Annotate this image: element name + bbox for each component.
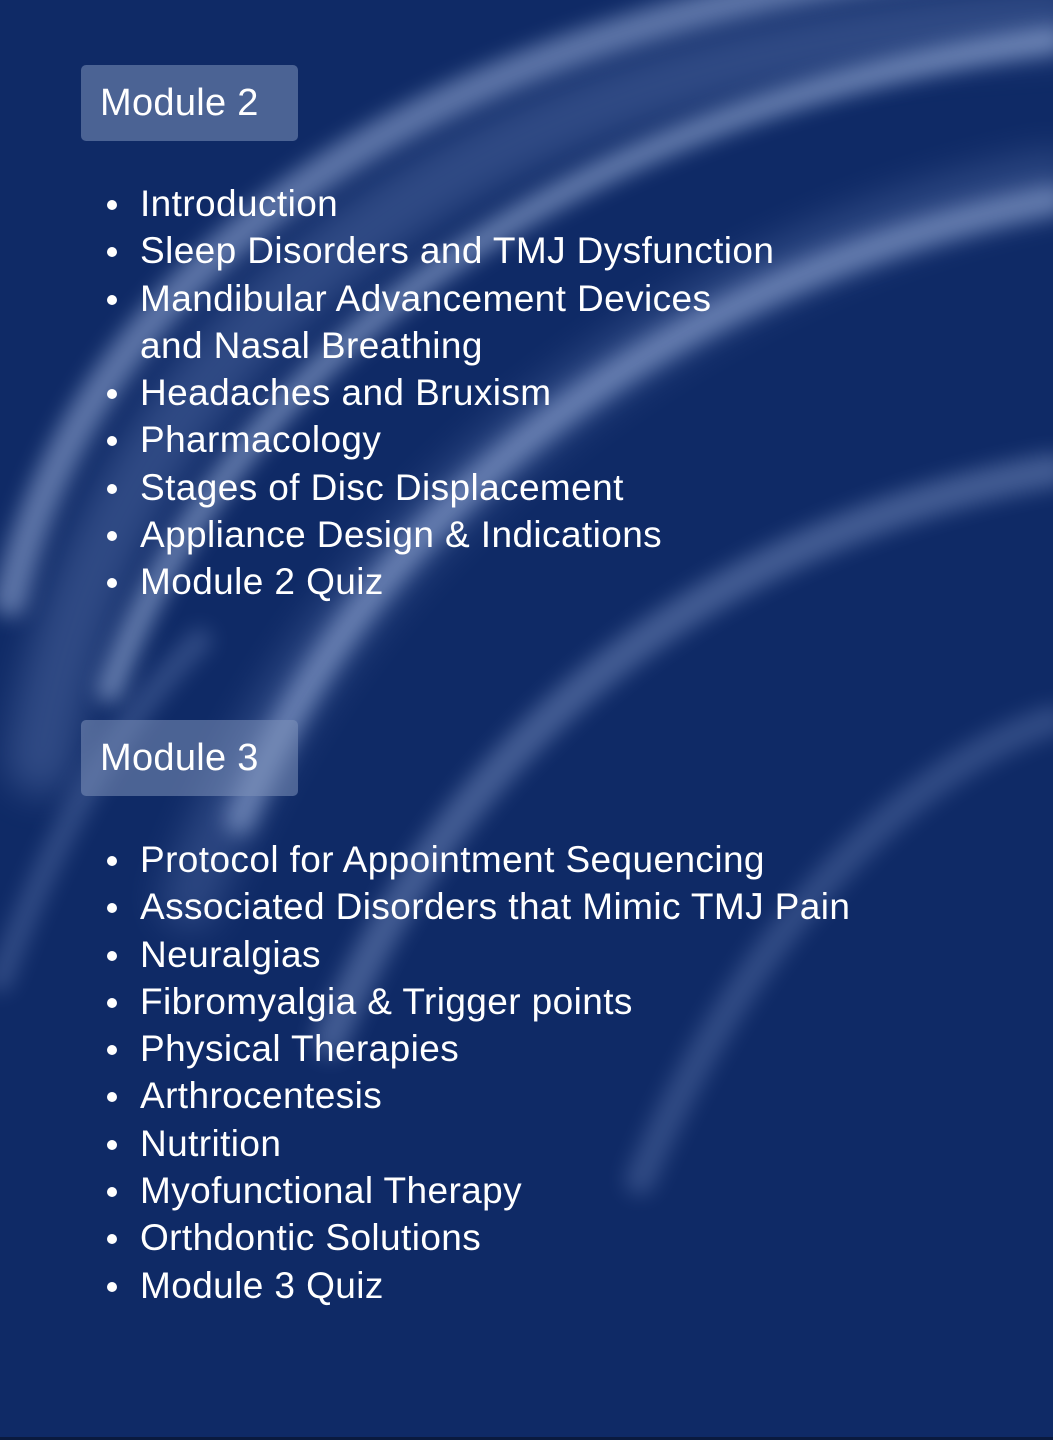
topic-label: Sleep Disorders and TMJ Dysfunction: [140, 230, 775, 272]
list-item: [100, 416, 774, 463]
list-item: [100, 1167, 850, 1214]
list-item: [100, 883, 850, 930]
topic-label: Fibromyalgia & Trigger points: [140, 980, 633, 1022]
topic-label: Stages of Disc Displacement: [140, 466, 624, 508]
topic-label: Associated Disorders that Mimic TMJ Pain: [140, 886, 851, 928]
bullet-icon: [107, 436, 117, 446]
module-3-title: Module 3: [100, 736, 259, 779]
list-item: [100, 1072, 850, 1119]
bullet-icon: [107, 951, 117, 961]
topic-label: Arthrocentesis: [140, 1075, 383, 1117]
bullet-icon: [107, 1282, 117, 1292]
list-item: [100, 275, 774, 370]
bullet-icon: [107, 531, 117, 541]
topic-label: Pharmacology: [140, 419, 382, 461]
bullet-icon: [107, 903, 117, 913]
bullet-icon: [107, 1045, 117, 1055]
list-item: [100, 836, 850, 883]
topic-label: Nutrition: [140, 1122, 282, 1164]
bullet-icon: [107, 998, 117, 1008]
list-item: [100, 464, 774, 511]
list-item: [100, 1214, 850, 1261]
topic-label: Physical Therapies: [140, 1028, 460, 1070]
topic-label: Module 2 Quiz: [140, 561, 384, 603]
list-item: [100, 511, 774, 558]
bullet-icon: [107, 1234, 117, 1244]
bullet-icon: [107, 247, 117, 257]
topic-label: Myofunctional Therapy: [140, 1170, 523, 1212]
list-item: [100, 931, 850, 978]
topic-label: Introduction: [140, 183, 339, 224]
topic-label: Module 3 Quiz: [140, 1264, 384, 1306]
list-item: [100, 978, 850, 1025]
list-item: [100, 558, 774, 605]
list-item: [100, 180, 774, 227]
topic-label: Mandibular Advancement Devices and Nasal Breathing: [140, 277, 712, 366]
bullet-icon: [107, 295, 117, 305]
list-item: [100, 1262, 850, 1309]
list-item: [100, 227, 774, 274]
topic-label: Neuralgias: [140, 933, 321, 975]
module-3-badge: [81, 720, 298, 796]
list-item: [100, 369, 774, 416]
module-3-topic-list: [100, 836, 850, 1309]
topic-label: Headaches and Bruxism: [140, 372, 552, 414]
bullet-icon: [107, 484, 117, 494]
bullet-icon: [107, 200, 117, 210]
bullet-icon: [107, 1187, 117, 1197]
bullet-icon: [107, 1140, 117, 1150]
topic-label: Orthdontic Solutions: [140, 1217, 482, 1259]
bullet-icon: [107, 578, 117, 588]
module-2-badge: [81, 65, 298, 141]
module-2-topic-list: [100, 180, 774, 606]
topic-label: Protocol for Appointment Sequencing: [140, 839, 765, 880]
bullet-icon: [107, 1092, 117, 1102]
module-2-title: Module 2: [100, 81, 259, 124]
list-item: [100, 1120, 850, 1167]
topic-label: Appliance Design & Indications: [140, 514, 663, 556]
bullet-icon: [107, 389, 117, 399]
bullet-icon: [107, 856, 117, 866]
list-item: [100, 1025, 850, 1072]
